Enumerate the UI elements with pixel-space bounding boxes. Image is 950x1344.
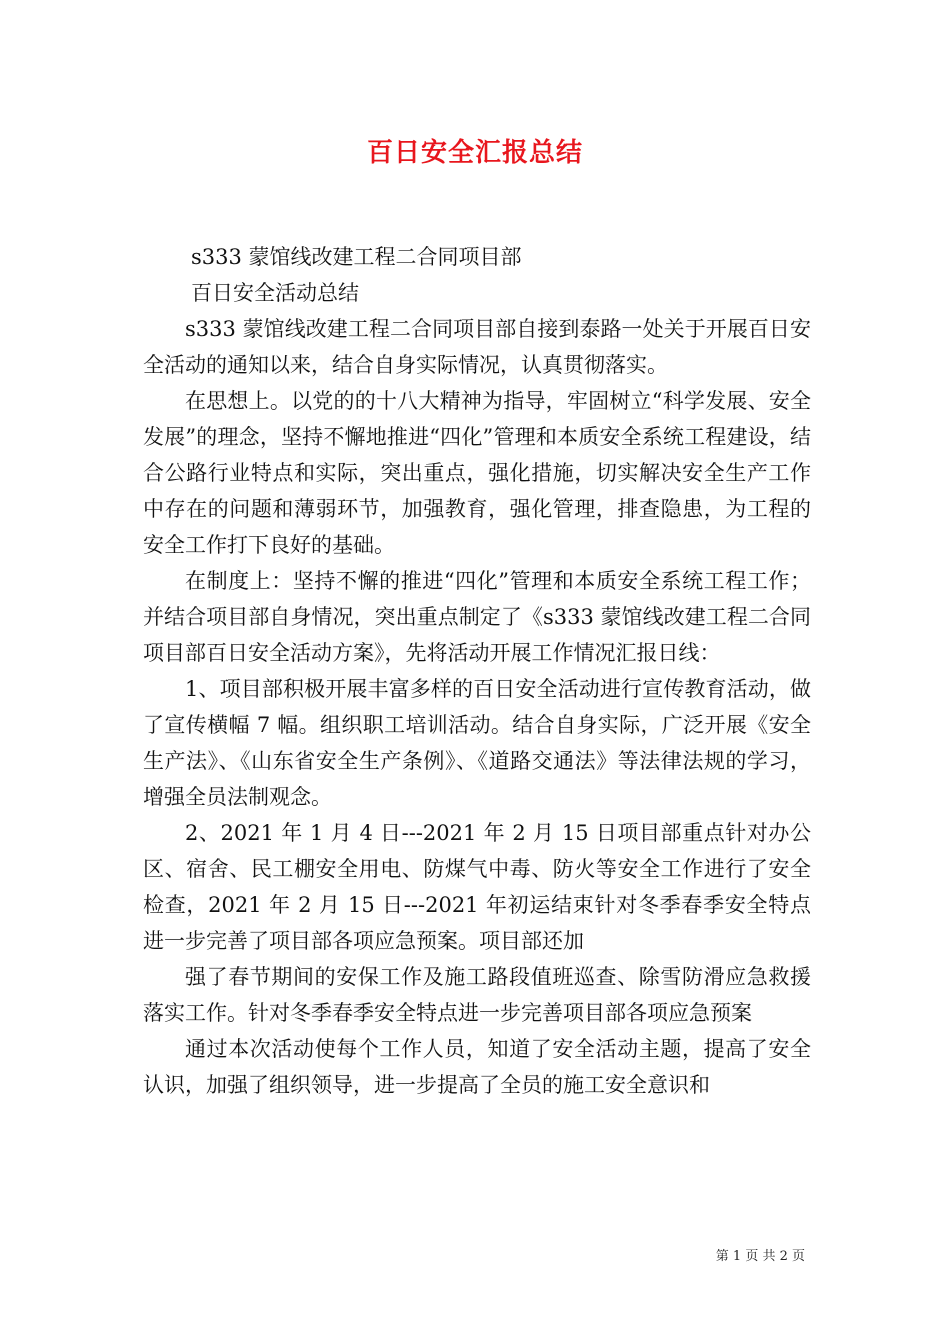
paragraph: s333 蒙馆线改建工程二合同项目部 [191, 245, 522, 269]
paragraph: 2、2021 年 1 月 4 日---2021 年 2 月 15 日项目部重点针对办公区、宿舍、民工棚安全用电、防煤气中毒、防火等安全工作进行了安全检查，2021 年 2 月 15 日---2021 年初运结束针对冬季春季安全特点进一步完善了项目部各项应急预案。项目部还加 [143, 821, 811, 953]
paragraph: s333 蒙馆线改建工程二合同项目部自接到泰路一处关于开展百日安全活动的通知以来，结合自身实际情况，认真贯彻落实。 [143, 317, 811, 377]
document-body [143, 239, 811, 1103]
paragraph: 在制度上：坚持不懈的推进“四化”管理和本质安全系统工程工作；并结合项目部自身情况，突出重点制定了《s333 蒙馆线改建工程二合同项目部百日安全活动方案》，先将活动开展工作情况汇报日线： [143, 569, 811, 665]
paragraph: 在思想上。以党的的十八大精神为指导，牢固树立“科学发展、安全发展”的理念，坚持不懈地推进“四化”管理和本质安全系统工程建设，结合公路行业特点和实际，突出重点，强化措施，切实解决安全生产工作中存在的问题和薄弱环节，加强教育，强化管理，排查隐患，为工程的安全工作打下良好的基础。 [143, 389, 811, 557]
paragraph: 通过本次活动使每个工作人员，知道了安全活动主题，提高了安全认识，加强了组织领导，进一步提高了全员的施工安全意识和 [143, 1037, 811, 1097]
paragraph: 1、项目部积极开展丰富多样的百日安全活动进行宣传教育活动，做了宣传横幅 7 幅。组织职工培训活动。结合自身实际，广泛开展《安全生产法》、《山东省安全生产条例》、《道路交通法》等法律法规的学习，增强全员法制观念。 [143, 677, 811, 809]
page-number: 第 1 页 共 2 页 [715, 1249, 805, 1264]
page-title: 百日安全汇报总结 [366, 138, 583, 168]
paragraph: 强了春节期间的安保工作及施工路段值班巡查、除雪防滑应急救援落实工作。针对冬季春季安全特点进一步完善项目部各项应急预案 [143, 965, 811, 1025]
paragraph: 百日安全活动总结 [191, 281, 359, 305]
